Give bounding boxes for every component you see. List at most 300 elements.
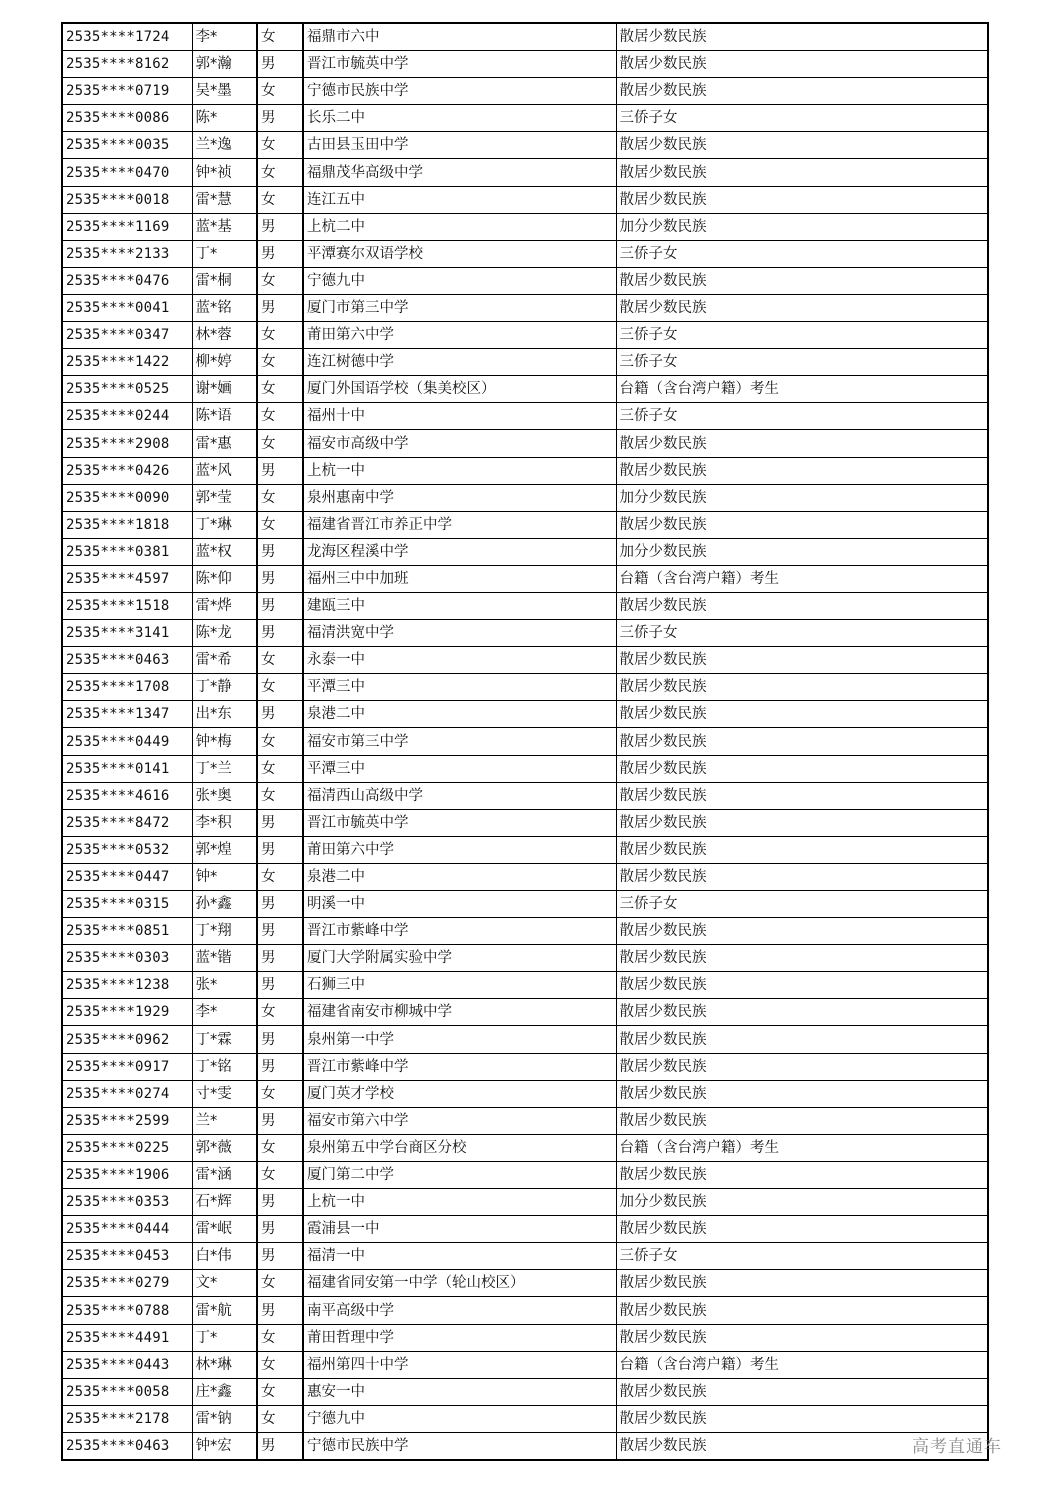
- gender-cell: 男: [257, 1216, 303, 1243]
- table-row: [62, 565, 988, 592]
- student-name-cell: 雷*岷: [192, 1216, 257, 1243]
- table-row: [62, 213, 988, 240]
- table-row: [62, 430, 988, 457]
- gender-cell: 男: [257, 213, 303, 240]
- category-cell: 散居少数民族: [616, 132, 988, 159]
- gender-cell: 女: [257, 267, 303, 294]
- school-cell: 连江五中: [303, 186, 616, 213]
- category-cell: 加分少数民族: [616, 1189, 988, 1216]
- category-cell: 散居少数民族: [616, 755, 988, 782]
- student-id-cell: 2535****0315: [62, 891, 192, 918]
- gender-cell: 女: [257, 78, 303, 105]
- gender-cell: 女: [257, 1324, 303, 1351]
- gender-cell: 女: [257, 1270, 303, 1297]
- student-name-cell: 蓝*基: [192, 213, 257, 240]
- gender-cell: 女: [257, 349, 303, 376]
- school-cell: 古田县玉田中学: [303, 132, 616, 159]
- school-cell: 福鼎茂华高级中学: [303, 159, 616, 186]
- school-cell: 莆田第六中学: [303, 322, 616, 349]
- gender-cell: 男: [257, 565, 303, 592]
- student-id-cell: 2535****0463: [62, 1432, 192, 1460]
- category-cell: 三侨子女: [616, 403, 988, 430]
- gender-cell: 男: [257, 1432, 303, 1460]
- school-cell: 福鼎市六中: [303, 23, 616, 51]
- student-id-cell: 2535****0532: [62, 836, 192, 863]
- student-id-cell: 2535****4616: [62, 782, 192, 809]
- student-name-cell: 丁*霖: [192, 1026, 257, 1053]
- student-id-cell: 2535****0086: [62, 105, 192, 132]
- category-cell: 三侨子女: [616, 891, 988, 918]
- student-name-cell: 孙*鑫: [192, 891, 257, 918]
- student-name-cell: 雷*烨: [192, 592, 257, 619]
- gender-cell: 男: [257, 945, 303, 972]
- student-name-cell: 蓝*风: [192, 457, 257, 484]
- school-cell: 明溪一中: [303, 891, 616, 918]
- school-cell: 长乐二中: [303, 105, 616, 132]
- student-id-cell: 2535****4597: [62, 565, 192, 592]
- school-cell: 建瓯三中: [303, 592, 616, 619]
- student-name-cell: 雷*惠: [192, 430, 257, 457]
- table-row: [62, 457, 988, 484]
- student-name-cell: 李*积: [192, 809, 257, 836]
- school-cell: 福州第四十中学: [303, 1351, 616, 1378]
- category-cell: 加分少数民族: [616, 538, 988, 565]
- school-cell: 福安市第三中学: [303, 728, 616, 755]
- student-id-cell: 2535****0274: [62, 1080, 192, 1107]
- school-cell: 石狮三中: [303, 972, 616, 999]
- school-cell: 厦门外国语学校（集美校区）: [303, 376, 616, 403]
- gender-cell: 男: [257, 1026, 303, 1053]
- gender-cell: 女: [257, 159, 303, 186]
- gender-cell: 男: [257, 51, 303, 78]
- student-id-cell: 2535****0347: [62, 322, 192, 349]
- table-row: [62, 755, 988, 782]
- school-cell: 莆田哲理中学: [303, 1324, 616, 1351]
- category-cell: 三侨子女: [616, 349, 988, 376]
- student-id-cell: 2535****1422: [62, 349, 192, 376]
- table-row: [62, 1080, 988, 1107]
- student-name-cell: 出*东: [192, 701, 257, 728]
- student-id-cell: 2535****2178: [62, 1405, 192, 1432]
- student-name-cell: 雷*钠: [192, 1405, 257, 1432]
- student-id-cell: 2535****1929: [62, 999, 192, 1026]
- student-name-cell: 吴*墨: [192, 78, 257, 105]
- student-id-cell: 2535****0851: [62, 918, 192, 945]
- school-cell: 宁德市民族中学: [303, 1432, 616, 1460]
- gender-cell: 女: [257, 647, 303, 674]
- student-id-cell: 2535****0447: [62, 863, 192, 890]
- gender-cell: 女: [257, 1161, 303, 1188]
- category-cell: 散居少数民族: [616, 999, 988, 1026]
- category-cell: 台籍（含台湾户籍）考生: [616, 1134, 988, 1161]
- school-cell: 福州十中: [303, 403, 616, 430]
- table-row: [62, 23, 988, 51]
- student-id-cell: 2535****0443: [62, 1351, 192, 1378]
- student-id-cell: 2535****0426: [62, 457, 192, 484]
- student-name-cell: 郭*瀚: [192, 51, 257, 78]
- student-id-cell: 2535****1906: [62, 1161, 192, 1188]
- table-row: [62, 1297, 988, 1324]
- gender-cell: 男: [257, 240, 303, 267]
- category-cell: 散居少数民族: [616, 511, 988, 538]
- student-id-cell: 2535****0449: [62, 728, 192, 755]
- school-cell: 霞浦县一中: [303, 1216, 616, 1243]
- category-cell: 散居少数民族: [616, 1270, 988, 1297]
- gender-cell: 女: [257, 132, 303, 159]
- table-row: [62, 240, 988, 267]
- category-cell: 散居少数民族: [616, 78, 988, 105]
- student-name-cell: 丁*静: [192, 674, 257, 701]
- gender-cell: 男: [257, 538, 303, 565]
- student-id-cell: 2535****0244: [62, 403, 192, 430]
- category-cell: 散居少数民族: [616, 728, 988, 755]
- student-name-cell: 张*奥: [192, 782, 257, 809]
- student-name-cell: 钟*祯: [192, 159, 257, 186]
- student-name-cell: 陈*语: [192, 403, 257, 430]
- table-row: [62, 538, 988, 565]
- table-row: [62, 945, 988, 972]
- table-row: [62, 836, 988, 863]
- category-cell: 台籍（含台湾户籍）考生: [616, 376, 988, 403]
- student-name-cell: 李*: [192, 23, 257, 51]
- table-row: [62, 782, 988, 809]
- gender-cell: 女: [257, 1351, 303, 1378]
- category-cell: 散居少数民族: [616, 647, 988, 674]
- student-id-cell: 2535****3141: [62, 620, 192, 647]
- gender-cell: 女: [257, 484, 303, 511]
- student-id-cell: 2535****2599: [62, 1107, 192, 1134]
- gender-cell: 男: [257, 972, 303, 999]
- student-name-cell: 陈*仰: [192, 565, 257, 592]
- student-id-cell: 2535****2133: [62, 240, 192, 267]
- student-id-cell: 2535****0463: [62, 647, 192, 674]
- table-row: [62, 267, 988, 294]
- school-cell: 泉州第五中学台商区分校: [303, 1134, 616, 1161]
- student-name-cell: 李*: [192, 999, 257, 1026]
- student-id-cell: 2535****1708: [62, 674, 192, 701]
- category-cell: 散居少数民族: [616, 863, 988, 890]
- category-cell: 散居少数民族: [616, 1026, 988, 1053]
- gender-cell: 女: [257, 1405, 303, 1432]
- school-cell: 上杭一中: [303, 1189, 616, 1216]
- gender-cell: 男: [257, 294, 303, 321]
- student-name-cell: 丁*兰: [192, 755, 257, 782]
- category-cell: 散居少数民族: [616, 782, 988, 809]
- student-id-cell: 2535****1818: [62, 511, 192, 538]
- table-row: [62, 1161, 988, 1188]
- student-id-cell: 2535****0058: [62, 1378, 192, 1405]
- student-id-cell: 2535****0090: [62, 484, 192, 511]
- student-name-cell: 谢*婳: [192, 376, 257, 403]
- student-name-cell: 张*: [192, 972, 257, 999]
- table-row: [62, 1026, 988, 1053]
- school-cell: 厦门英才学校: [303, 1080, 616, 1107]
- gender-cell: 女: [257, 1134, 303, 1161]
- student-id-cell: 2535****0719: [62, 78, 192, 105]
- gender-cell: 男: [257, 1297, 303, 1324]
- table-row: [62, 1378, 988, 1405]
- category-cell: 散居少数民族: [616, 1432, 988, 1460]
- school-cell: 福清洪宽中学: [303, 620, 616, 647]
- category-cell: 散居少数民族: [616, 267, 988, 294]
- school-cell: 福安市高级中学: [303, 430, 616, 457]
- school-cell: 福建省晋江市养正中学: [303, 511, 616, 538]
- student-id-cell: 2535****0141: [62, 755, 192, 782]
- student-id-cell: 2535****1238: [62, 972, 192, 999]
- gender-cell: 女: [257, 430, 303, 457]
- table-row: [62, 809, 988, 836]
- category-cell: 散居少数民族: [616, 836, 988, 863]
- student-name-cell: 蓝*铭: [192, 294, 257, 321]
- watermark: 高考直通车: [912, 1437, 1002, 1457]
- school-cell: 福建省南安市柳城中学: [303, 999, 616, 1026]
- student-id-cell: 2535****0041: [62, 294, 192, 321]
- table-row: [62, 918, 988, 945]
- gender-cell: 男: [257, 457, 303, 484]
- student-id-cell: 2535****0279: [62, 1270, 192, 1297]
- school-cell: 晋江市紫峰中学: [303, 1053, 616, 1080]
- school-cell: 厦门大学附属实验中学: [303, 945, 616, 972]
- student-name-cell: 白*伟: [192, 1243, 257, 1270]
- school-cell: 平潭赛尔双语学校: [303, 240, 616, 267]
- category-cell: 三侨子女: [616, 322, 988, 349]
- student-name-cell: 钟*梅: [192, 728, 257, 755]
- student-id-cell: 2535****0453: [62, 1243, 192, 1270]
- student-id-cell: 2535****0381: [62, 538, 192, 565]
- school-cell: 厦门第二中学: [303, 1161, 616, 1188]
- school-cell: 泉州第一中学: [303, 1026, 616, 1053]
- school-cell: 福安市第六中学: [303, 1107, 616, 1134]
- student-name-cell: 庄*鑫: [192, 1378, 257, 1405]
- student-id-cell: 2535****0353: [62, 1189, 192, 1216]
- table-row: [62, 105, 988, 132]
- table-row: [62, 294, 988, 321]
- student-id-cell: 2535****0470: [62, 159, 192, 186]
- student-id-cell: 2535****0035: [62, 132, 192, 159]
- category-cell: 散居少数民族: [616, 430, 988, 457]
- student-id-cell: 2535****0444: [62, 1216, 192, 1243]
- student-name-cell: 林*蓉: [192, 322, 257, 349]
- student-name-cell: 郭*莹: [192, 484, 257, 511]
- table-row: [62, 78, 988, 105]
- category-cell: 散居少数民族: [616, 1080, 988, 1107]
- table-row: [62, 186, 988, 213]
- school-cell: 晋江市紫峰中学: [303, 918, 616, 945]
- student-name-cell: 钟*: [192, 863, 257, 890]
- table-row: [62, 376, 988, 403]
- category-cell: 散居少数民族: [616, 701, 988, 728]
- table-row: [62, 592, 988, 619]
- student-name-cell: 陈*龙: [192, 620, 257, 647]
- category-cell: 散居少数民族: [616, 1324, 988, 1351]
- student-id-cell: 2535****0303: [62, 945, 192, 972]
- gender-cell: 男: [257, 592, 303, 619]
- school-cell: 宁德九中: [303, 267, 616, 294]
- student-name-cell: 丁*琳: [192, 511, 257, 538]
- gender-cell: 女: [257, 23, 303, 51]
- table-row: [62, 891, 988, 918]
- student-name-cell: 雷*桐: [192, 267, 257, 294]
- student-name-cell: 丁*: [192, 1324, 257, 1351]
- table-row: [62, 972, 988, 999]
- table-row: [62, 403, 988, 430]
- category-cell: 散居少数民族: [616, 1107, 988, 1134]
- school-cell: 泉州惠南中学: [303, 484, 616, 511]
- gender-cell: 女: [257, 1080, 303, 1107]
- table-row: [62, 511, 988, 538]
- school-cell: 龙海区程溪中学: [303, 538, 616, 565]
- school-cell: 宁德市民族中学: [303, 78, 616, 105]
- student-id-cell: 2535****0525: [62, 376, 192, 403]
- gender-cell: 女: [257, 511, 303, 538]
- gender-cell: 男: [257, 918, 303, 945]
- gender-cell: 男: [257, 809, 303, 836]
- student-id-cell: 2535****1347: [62, 701, 192, 728]
- table-row: [62, 51, 988, 78]
- table-row: [62, 701, 988, 728]
- school-cell: 宁德九中: [303, 1405, 616, 1432]
- student-name-cell: 石*辉: [192, 1189, 257, 1216]
- student-id-cell: 2535****0917: [62, 1053, 192, 1080]
- category-cell: 散居少数民族: [616, 186, 988, 213]
- gender-cell: 男: [257, 891, 303, 918]
- table-row: [62, 349, 988, 376]
- category-cell: 三侨子女: [616, 240, 988, 267]
- school-cell: 福清西山高级中学: [303, 782, 616, 809]
- gender-cell: 女: [257, 999, 303, 1026]
- school-cell: 泉港二中: [303, 701, 616, 728]
- student-id-cell: 2535****0476: [62, 267, 192, 294]
- student-id-cell: 2535****4491: [62, 1324, 192, 1351]
- school-cell: 平潭三中: [303, 755, 616, 782]
- student-name-cell: 钟*宏: [192, 1432, 257, 1460]
- student-name-cell: 郭*煌: [192, 836, 257, 863]
- gender-cell: 女: [257, 863, 303, 890]
- school-cell: 晋江市毓英中学: [303, 809, 616, 836]
- gender-cell: 男: [257, 701, 303, 728]
- school-cell: 福建省同安第一中学（轮山校区）: [303, 1270, 616, 1297]
- student-id-cell: 2535****0225: [62, 1134, 192, 1161]
- student-id-cell: 2535****0788: [62, 1297, 192, 1324]
- category-cell: 散居少数民族: [616, 457, 988, 484]
- table-row: [62, 647, 988, 674]
- student-name-cell: 郭*薇: [192, 1134, 257, 1161]
- gender-cell: 男: [257, 1243, 303, 1270]
- student-name-cell: 寸*雯: [192, 1080, 257, 1107]
- table-body: [62, 23, 988, 1460]
- category-cell: 散居少数民族: [616, 1161, 988, 1188]
- category-cell: 散居少数民族: [616, 1405, 988, 1432]
- category-cell: 散居少数民族: [616, 1378, 988, 1405]
- student-name-cell: 兰*逸: [192, 132, 257, 159]
- category-cell: 三侨子女: [616, 620, 988, 647]
- school-cell: 厦门市第三中学: [303, 294, 616, 321]
- category-cell: 散居少数民族: [616, 592, 988, 619]
- table-row: [62, 1216, 988, 1243]
- student-name-cell: 兰*: [192, 1107, 257, 1134]
- table-row: [62, 159, 988, 186]
- table-row: [62, 1189, 988, 1216]
- category-cell: 散居少数民族: [616, 294, 988, 321]
- category-cell: 加分少数民族: [616, 213, 988, 240]
- category-cell: 散居少数民族: [616, 1216, 988, 1243]
- table-row: [62, 1351, 988, 1378]
- category-cell: 散居少数民族: [616, 674, 988, 701]
- gender-cell: 男: [257, 1189, 303, 1216]
- gender-cell: 女: [257, 322, 303, 349]
- student-name-cell: 雷*希: [192, 647, 257, 674]
- school-cell: 福清一中: [303, 1243, 616, 1270]
- category-cell: 散居少数民族: [616, 972, 988, 999]
- student-id-cell: 2535****8162: [62, 51, 192, 78]
- student-id-cell: 2535****2908: [62, 430, 192, 457]
- gender-cell: 女: [257, 186, 303, 213]
- table-row: [62, 1405, 988, 1432]
- student-id-cell: 2535****0018: [62, 186, 192, 213]
- table-row: [62, 674, 988, 701]
- table-row: [62, 1107, 988, 1134]
- student-name-cell: 雷*慧: [192, 186, 257, 213]
- school-cell: 莆田第六中学: [303, 836, 616, 863]
- category-cell: 三侨子女: [616, 105, 988, 132]
- table-row: [62, 484, 988, 511]
- table-row: [62, 1270, 988, 1297]
- school-cell: 晋江市毓英中学: [303, 51, 616, 78]
- table-row: [62, 1243, 988, 1270]
- student-name-cell: 文*: [192, 1270, 257, 1297]
- category-cell: 散居少数民族: [616, 945, 988, 972]
- category-cell: 散居少数民族: [616, 159, 988, 186]
- student-id-cell: 2535****8472: [62, 809, 192, 836]
- gender-cell: 女: [257, 782, 303, 809]
- table-row: [62, 728, 988, 755]
- student-name-cell: 丁*: [192, 240, 257, 267]
- school-cell: 惠安一中: [303, 1378, 616, 1405]
- table-row: [62, 1053, 988, 1080]
- student-name-cell: 柳*婷: [192, 349, 257, 376]
- school-cell: 南平高级中学: [303, 1297, 616, 1324]
- category-cell: 散居少数民族: [616, 1053, 988, 1080]
- student-id-cell: 2535****0962: [62, 1026, 192, 1053]
- student-id-cell: 2535****1724: [62, 23, 192, 51]
- student-name-cell: 蓝*锴: [192, 945, 257, 972]
- school-cell: 上杭一中: [303, 457, 616, 484]
- gender-cell: 女: [257, 403, 303, 430]
- table-row: [62, 1324, 988, 1351]
- gender-cell: 女: [257, 1378, 303, 1405]
- gender-cell: 男: [257, 1053, 303, 1080]
- category-cell: 散居少数民族: [616, 809, 988, 836]
- student-name-cell: 蓝*权: [192, 538, 257, 565]
- student-list-table: [61, 22, 989, 1461]
- gender-cell: 男: [257, 105, 303, 132]
- school-cell: 泉港二中: [303, 863, 616, 890]
- gender-cell: 女: [257, 755, 303, 782]
- student-name-cell: 丁*铭: [192, 1053, 257, 1080]
- table-row: [62, 999, 988, 1026]
- category-cell: 台籍（含台湾户籍）考生: [616, 1351, 988, 1378]
- gender-cell: 女: [257, 728, 303, 755]
- gender-cell: 男: [257, 836, 303, 863]
- school-cell: 福州三中中加班: [303, 565, 616, 592]
- category-cell: 加分少数民族: [616, 484, 988, 511]
- gender-cell: 男: [257, 620, 303, 647]
- category-cell: 散居少数民族: [616, 918, 988, 945]
- table-row: [62, 1432, 988, 1460]
- gender-cell: 女: [257, 376, 303, 403]
- student-name-cell: 雷*涵: [192, 1161, 257, 1188]
- category-cell: 三侨子女: [616, 1243, 988, 1270]
